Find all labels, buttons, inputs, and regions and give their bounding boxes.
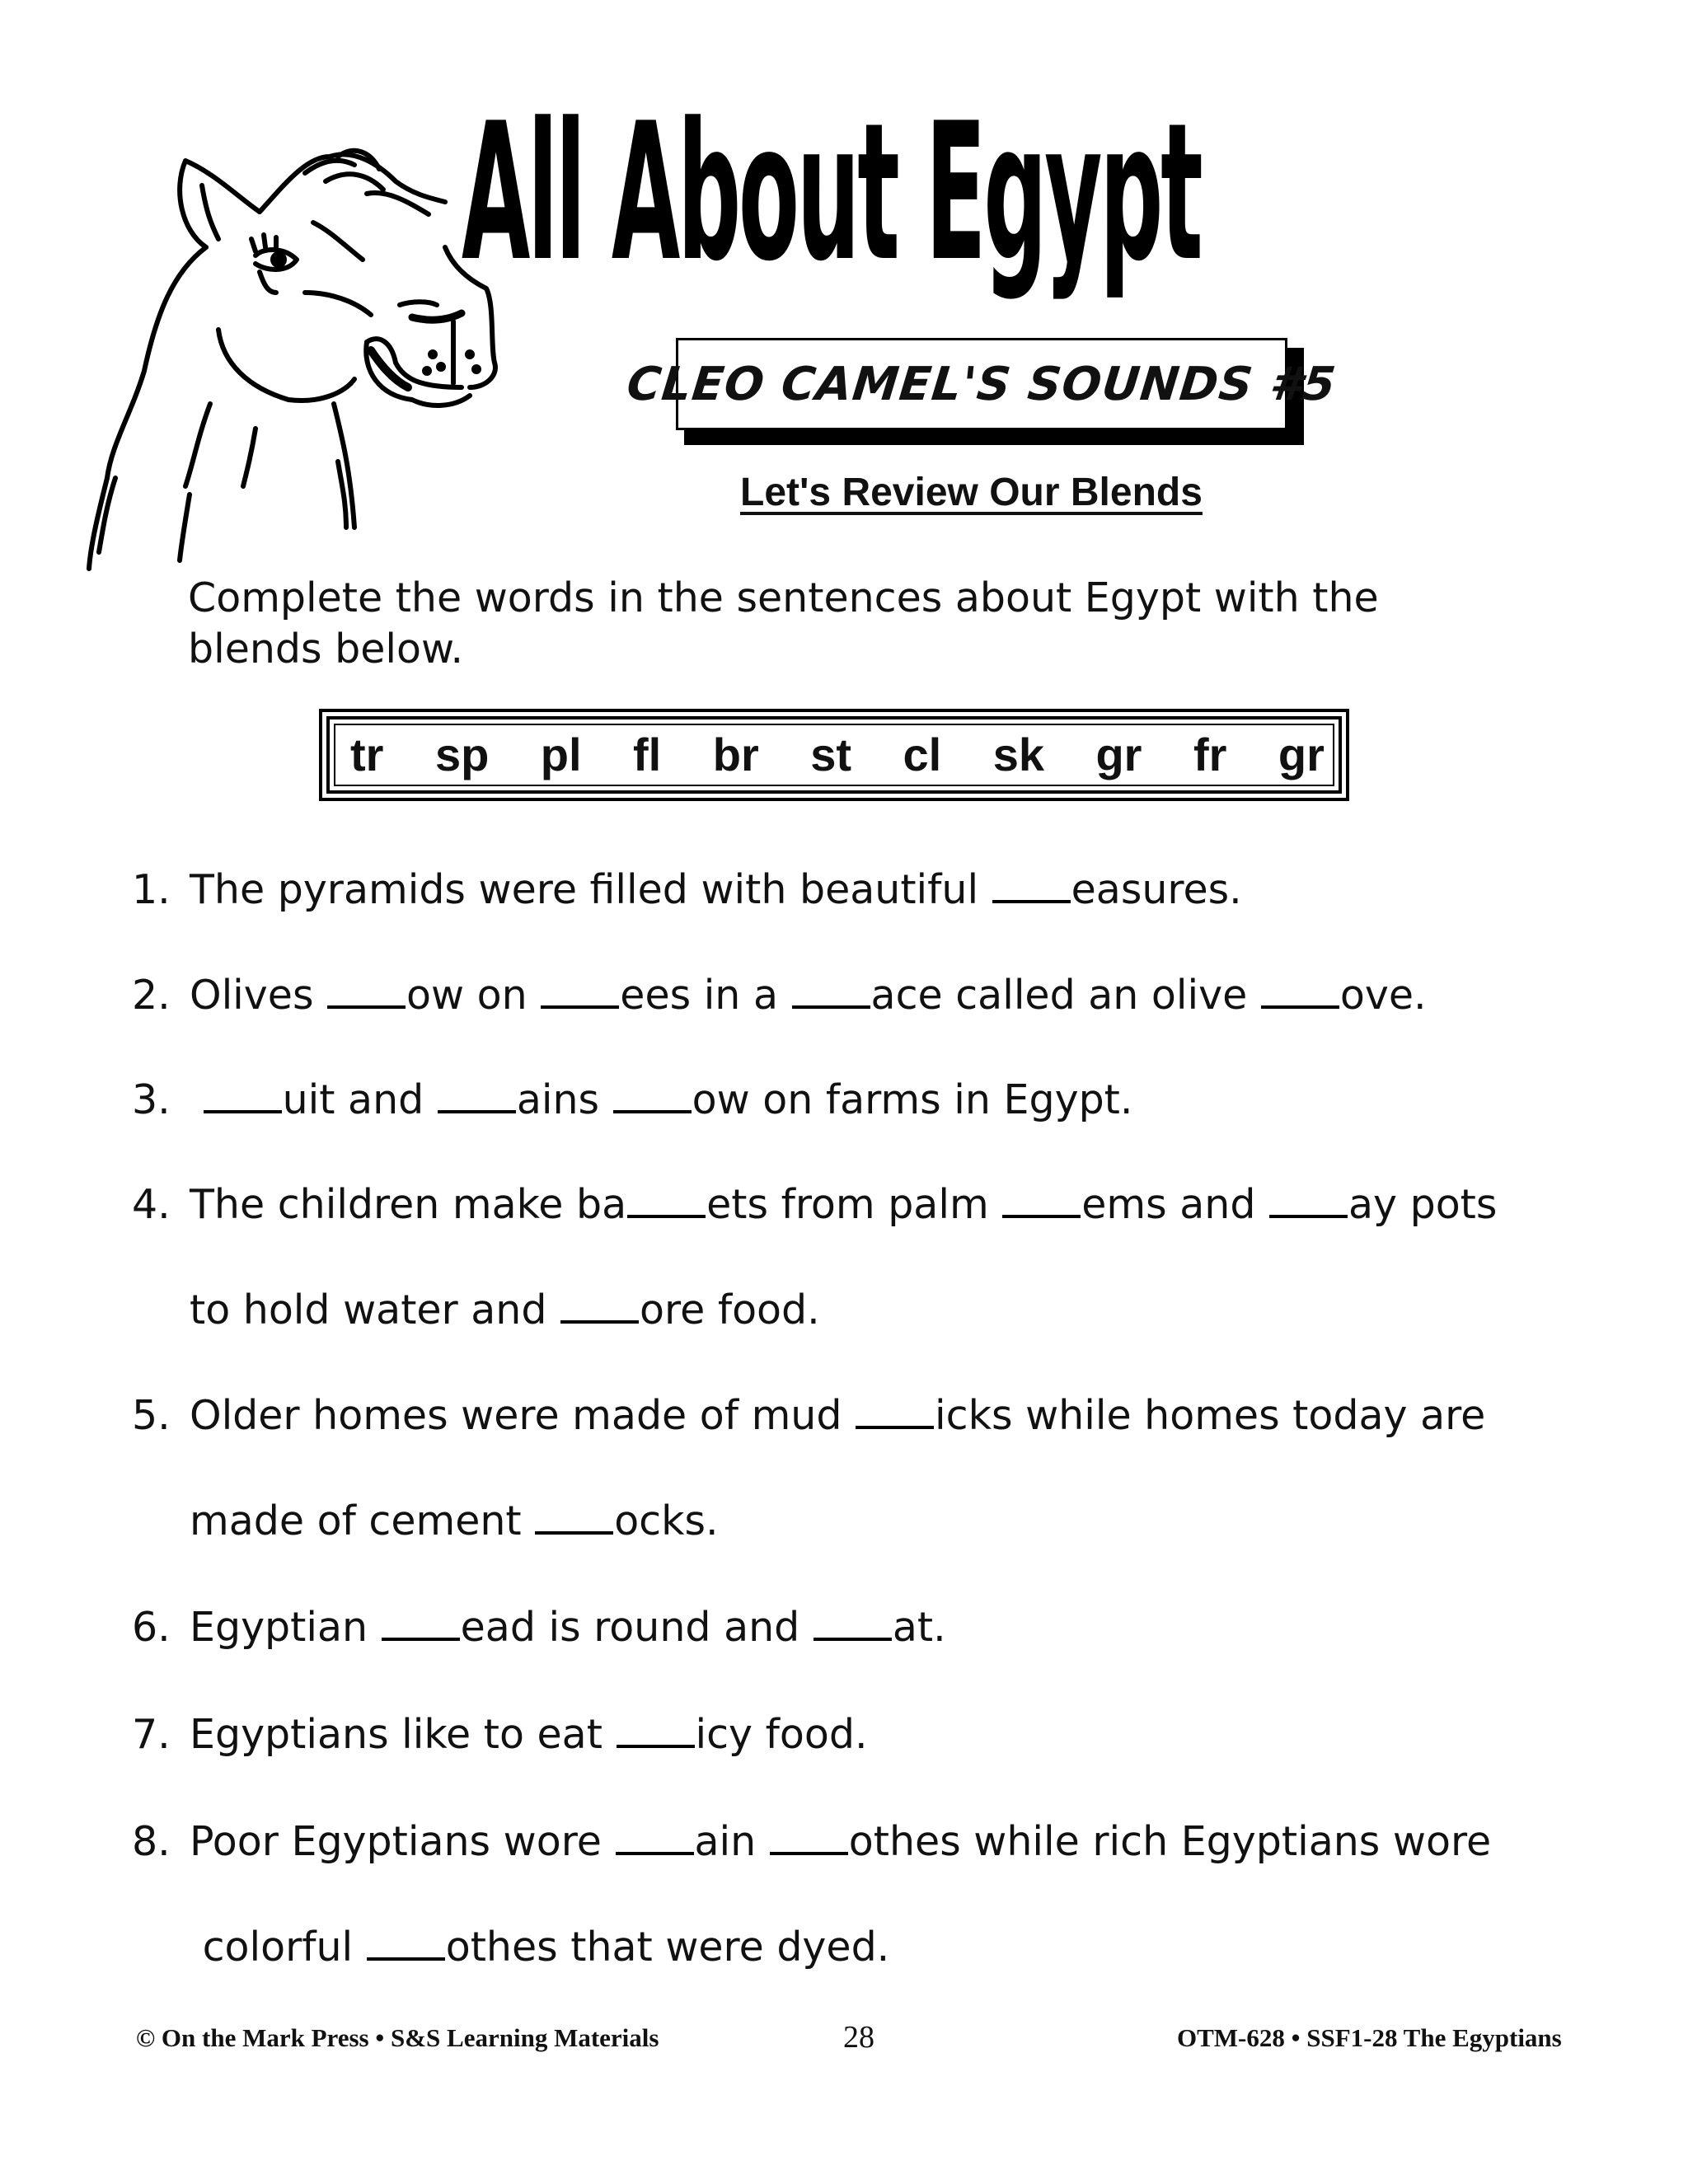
blends-box-frame [326,716,1342,794]
blend-item: st [810,729,852,780]
sentence-text: Olives [190,972,327,1019]
blank-field[interactable] [856,1393,934,1429]
question-2 [132,971,1427,1020]
sentence-text: Egyptians like to eat [190,1711,616,1758]
blend-item: pl [540,729,582,780]
question-number: 2. [132,972,171,1019]
sentence-text: made of cement [190,1497,535,1544]
sentence-text: ow on [406,972,541,1019]
blank-field[interactable] [616,1819,694,1855]
question-number: 5. [132,1392,171,1439]
blend-item: fl [633,729,662,780]
blank-field[interactable] [204,1077,282,1113]
sentence-text: easures. [1071,866,1242,913]
blank-field[interactable] [1002,1182,1081,1218]
sentence-text: uit and [282,1076,437,1123]
question-number: 1. [132,866,171,913]
sentence-text: ocks. [614,1497,719,1544]
sentence-text: othes while rich Egyptians wore [848,1818,1492,1865]
blank-field[interactable] [560,1287,639,1324]
worksheet-badge [624,338,1339,443]
sentence-text: ees in a [620,972,791,1019]
question-3 [132,1076,1132,1125]
page-number: 28 [843,2020,874,2055]
blend-item: br [712,729,759,780]
blend-item: tr [350,729,384,780]
sentence-text: ets from palm [706,1181,1002,1228]
sentence-text: Poor Egyptians wore [190,1818,615,1865]
sentence-text: icy food. [695,1711,868,1758]
question-number: 8. [132,1818,171,1865]
sentence-text: ace called an olive [870,972,1260,1019]
blank-field[interactable] [438,1077,516,1113]
blank-field[interactable] [541,972,619,1009]
sentence-text: at. [892,1604,946,1651]
sentence-text: to hold water and [190,1286,560,1333]
blank-field[interactable] [327,972,406,1009]
blank-field[interactable] [627,1182,706,1218]
question-number: 3. [132,1076,171,1123]
blends-box [319,709,1349,801]
blank-field[interactable] [535,1498,613,1535]
sentence-text: Older homes were made of mud [190,1392,856,1439]
question-number: 6. [132,1604,171,1651]
question-4 [132,1180,1497,1230]
sentence-text [190,1076,203,1123]
question-5 [132,1391,1485,1441]
question-4-continued [132,1286,820,1335]
question-number: 7. [132,1711,171,1758]
badge-label: CLEO CAMEL'S SOUNDS #5 [624,357,1339,411]
blank-field[interactable] [792,972,870,1009]
blend-item: sk [992,729,1044,780]
sentence-text: ems and [1081,1181,1268,1228]
footer-series: OTM-628 • SSF1-28 The Egyptians [1177,2023,1562,2052]
question-1 [132,865,1242,915]
sentence-text: ain [694,1818,769,1865]
blend-item: sp [434,729,490,780]
instructions-text: Complete the words in the sentences about Egypt with the blends below. [188,574,1379,673]
sentence-text: ore food. [640,1286,820,1333]
sentence-text: The pyramids were filled with beautiful [190,866,992,913]
question-8 [132,1817,1491,1867]
blend-item: fr [1193,729,1227,780]
blend-item: gr [1278,729,1325,780]
blank-field[interactable] [613,1077,692,1113]
sentence-text: ay pots [1348,1181,1498,1228]
blend-item: cl [903,729,942,780]
question-6 [132,1603,946,1652]
blends-list [334,724,1334,786]
question-8-continued [132,1923,889,1972]
sentence-text: ow on farms in Egypt. [692,1076,1133,1123]
question-number: 4. [132,1181,171,1228]
footer-copyright: © On the Mark Press • S&S Learning Materials [136,2023,659,2052]
blank-field[interactable] [992,867,1071,903]
blank-field[interactable] [1261,972,1339,1009]
sentence-text: ains [516,1076,612,1123]
sentence-text: colorful [190,1924,366,1971]
blank-field[interactable] [367,1924,445,1961]
blank-field[interactable] [617,1712,695,1748]
page-title: All About Egypt [462,83,1201,303]
sentence-text: icks while homes today are [935,1392,1486,1439]
blend-item: gr [1095,729,1142,780]
sentence-text: The children make ba [190,1181,627,1228]
badge-box [624,338,1339,430]
sentence-text: ove. [1339,972,1427,1019]
sentence-text: ead is round and [460,1604,813,1651]
sentence-text: Egyptian [190,1604,381,1651]
blank-field[interactable] [814,1605,892,1641]
blank-field[interactable] [1269,1182,1348,1218]
blank-field[interactable] [382,1605,460,1641]
question-5-continued [132,1497,719,1546]
sentence-text: othes that were dyed. [445,1924,890,1971]
section-subtitle: Let's Review Our Blends [740,471,1203,514]
question-7 [132,1710,868,1760]
blank-field[interactable] [770,1819,848,1855]
